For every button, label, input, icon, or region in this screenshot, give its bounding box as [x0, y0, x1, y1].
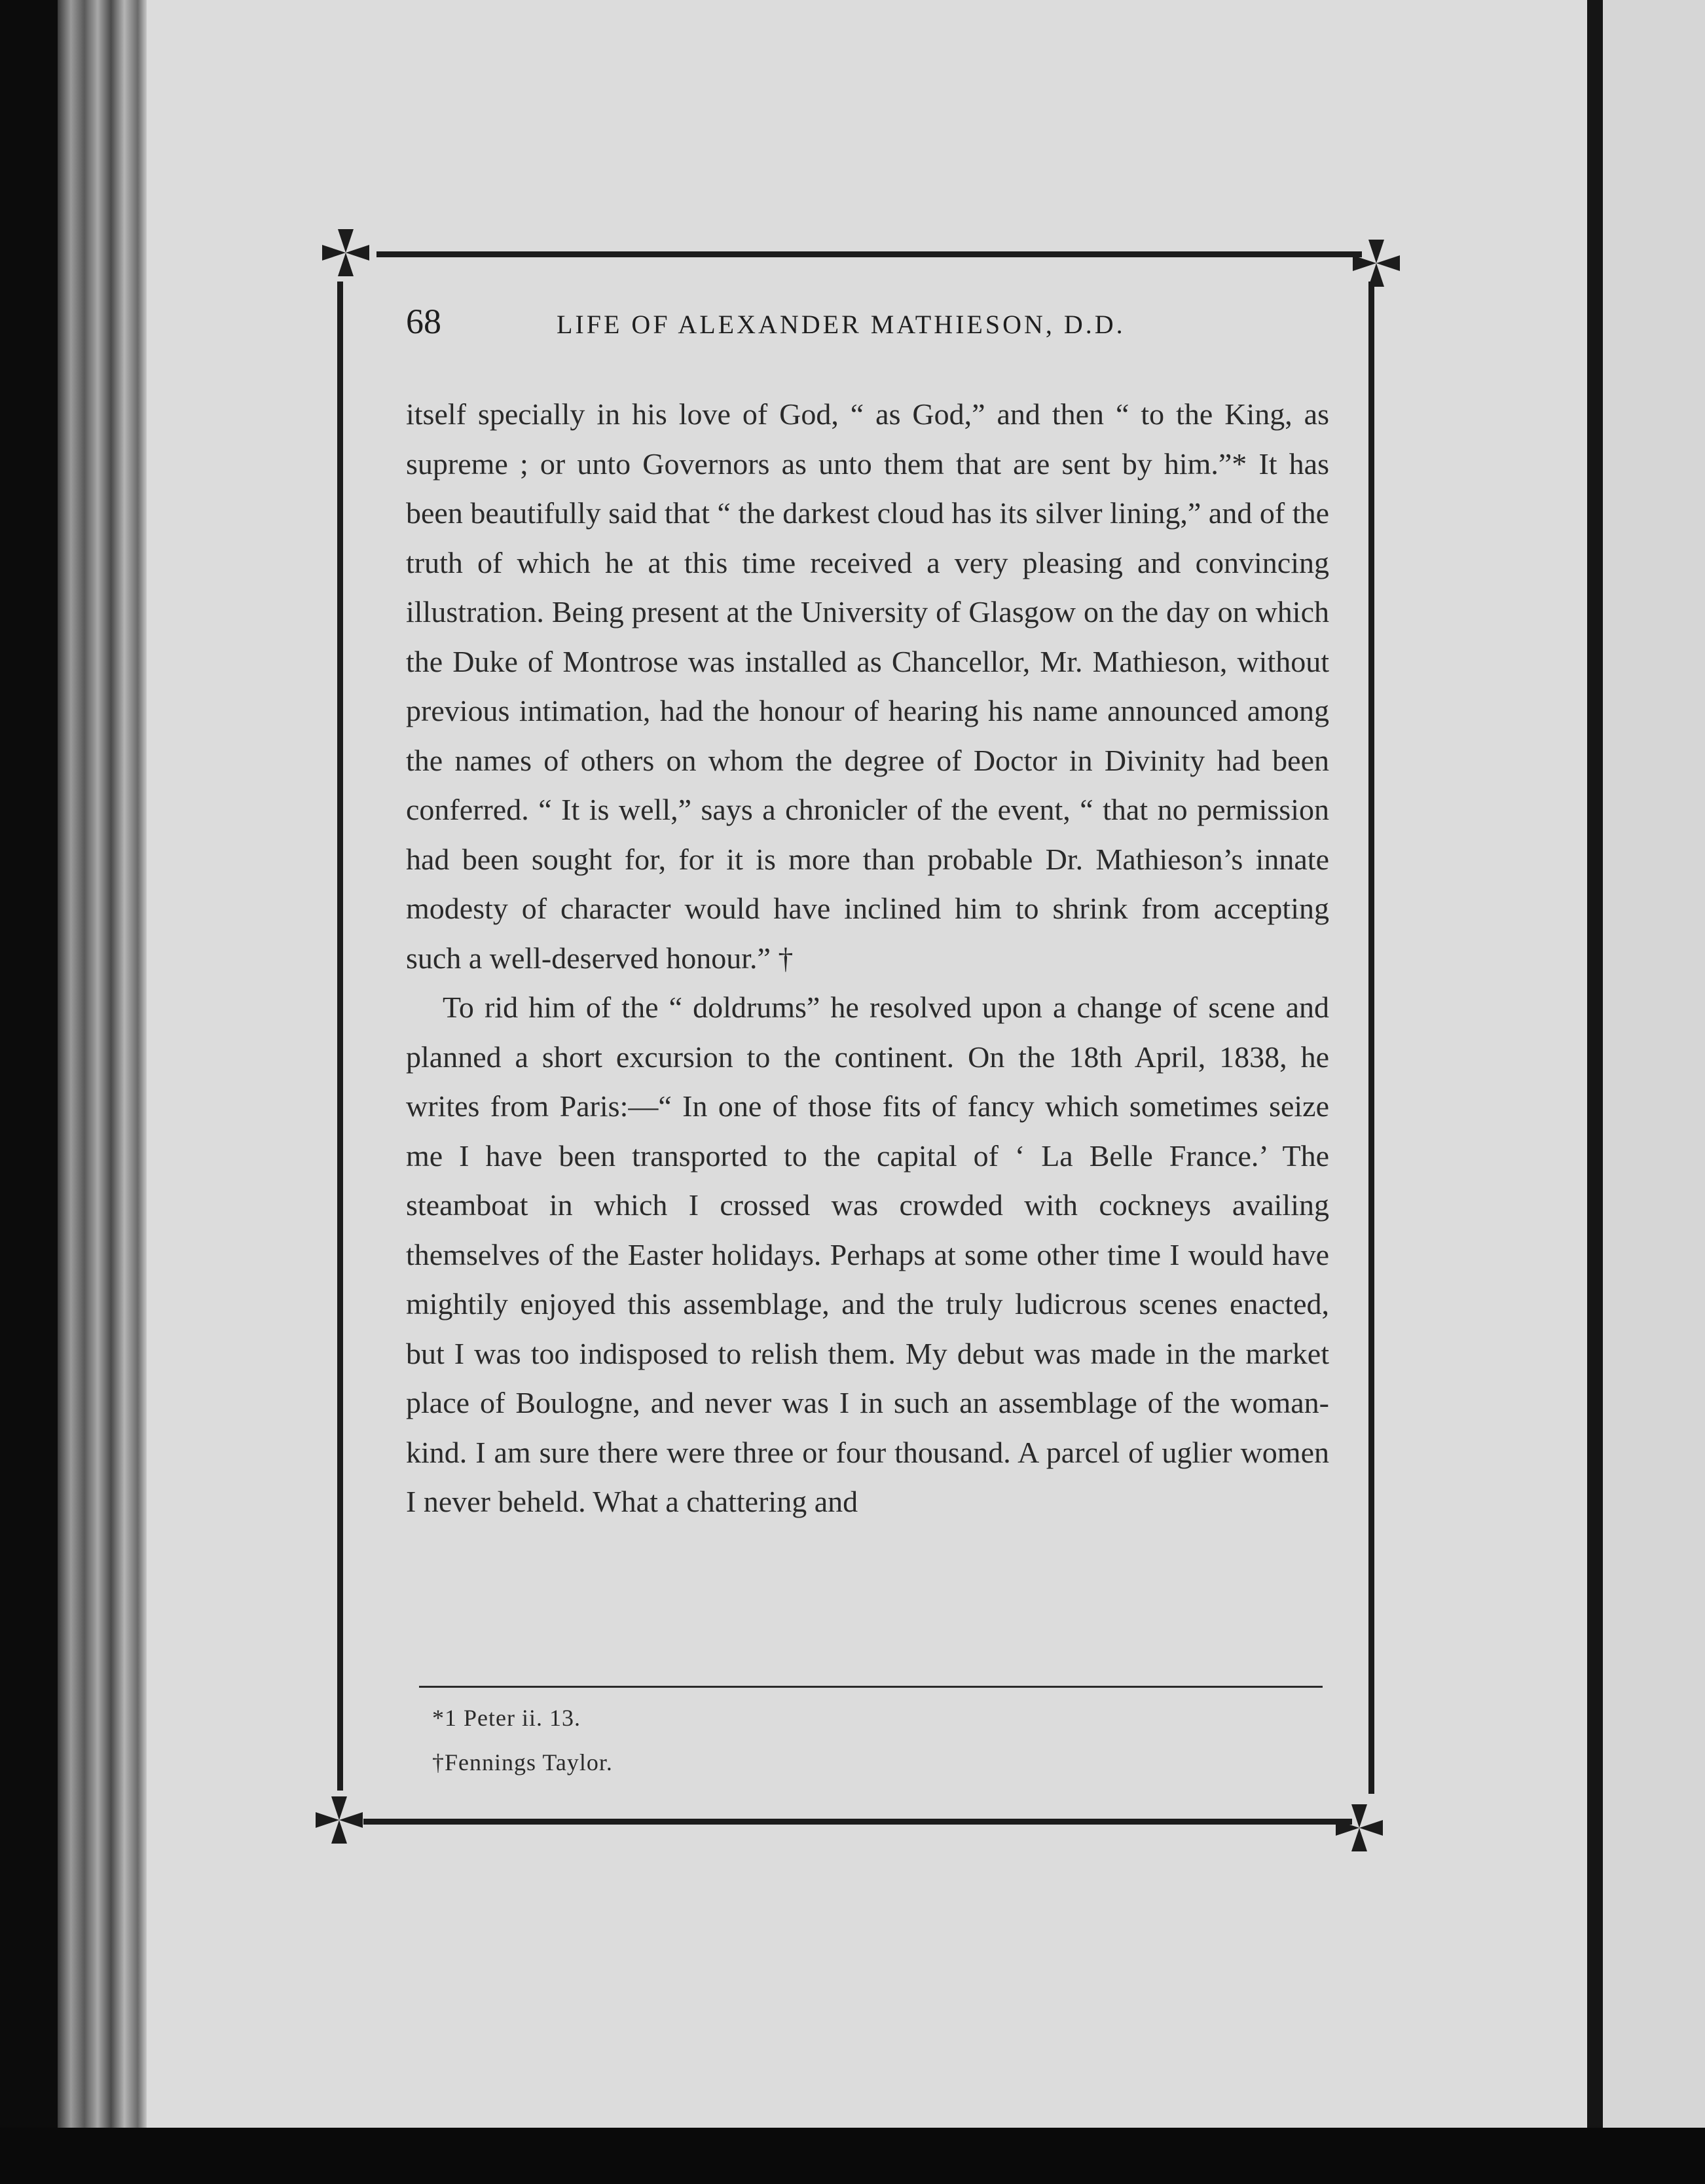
frame-corner-cross-icon — [1350, 237, 1402, 289]
frame-corner-cross-icon — [313, 1794, 365, 1846]
footnote: †Fennings Taylor. — [432, 1749, 613, 1775]
frame-bottom-rule — [363, 1819, 1352, 1825]
frame-left-rule — [337, 282, 343, 1791]
frame-corner-cross-icon — [1333, 1802, 1385, 1854]
running-head — [406, 301, 1336, 347]
footnotes — [432, 1696, 1218, 1785]
page-gutter-edge — [1587, 0, 1603, 2128]
page-number: 68 — [406, 302, 441, 341]
footnote: *1 Peter ii. 13. — [432, 1705, 581, 1731]
running-title: LIFE OF ALEXANDER MATHIESON, D.D. — [557, 310, 1126, 339]
adjacent-page-edge — [1603, 0, 1705, 2128]
frame-top-rule — [376, 251, 1362, 257]
scan-bottom-border — [0, 2128, 1705, 2184]
book-spine-edge — [58, 0, 147, 2128]
frame-corner-cross-icon — [320, 227, 372, 279]
footnote-rule — [419, 1686, 1323, 1688]
frame-right-rule — [1368, 282, 1374, 1794]
paragraph: itself specially in his love of God, “ as God,” and then “ to the King, as supreme ; or unto Governors as unto them that are sent by him.”* It has been beautifully said that “ the darkest cloud has its silver lining,” and of the truth of which he at this time received a very pleasing and convincing illustration. Being present at the University of Glasgow on the day on which the Duke of Montrose was installed as Chancellor, Mr. Mathieson, without previous intimation, had the honour of hearing his name announced among the names of others on whom the degree of Doctor in Divinity had been conferred. “ It is well,” says a chronicler of the event, “ that no permission had been sought for, for it is more than probable Dr. Mathieson’s innate modesty of character would have inclined him to shrink from accepting such a well-deserved honour.” † — [406, 397, 1329, 975]
body-text — [406, 390, 1329, 1527]
paragraph: To rid him of the “ doldrums” he resolved upon a change of scene and planned a short excursion to the continent. On the 18th April, 1838, he writes from Paris:—“ In one of those fits of fancy which sometimes seize me I have been transported to the capital of ‘ La Belle France.’ The steamboat in which I crossed was crowded with cockneys availing themselves of the Easter holidays. Perhaps at some other time I would have mightily enjoyed this assemblage, and the truly ludicrous scenes enacted, but I was too indisposed to relish them. My debut was made in the market place of Boulogne, and never was I in such an assemblage of the woman-kind. I am sure there were three or four thousand. A parcel of uglier women I never beheld. What a chattering and — [406, 991, 1329, 1518]
